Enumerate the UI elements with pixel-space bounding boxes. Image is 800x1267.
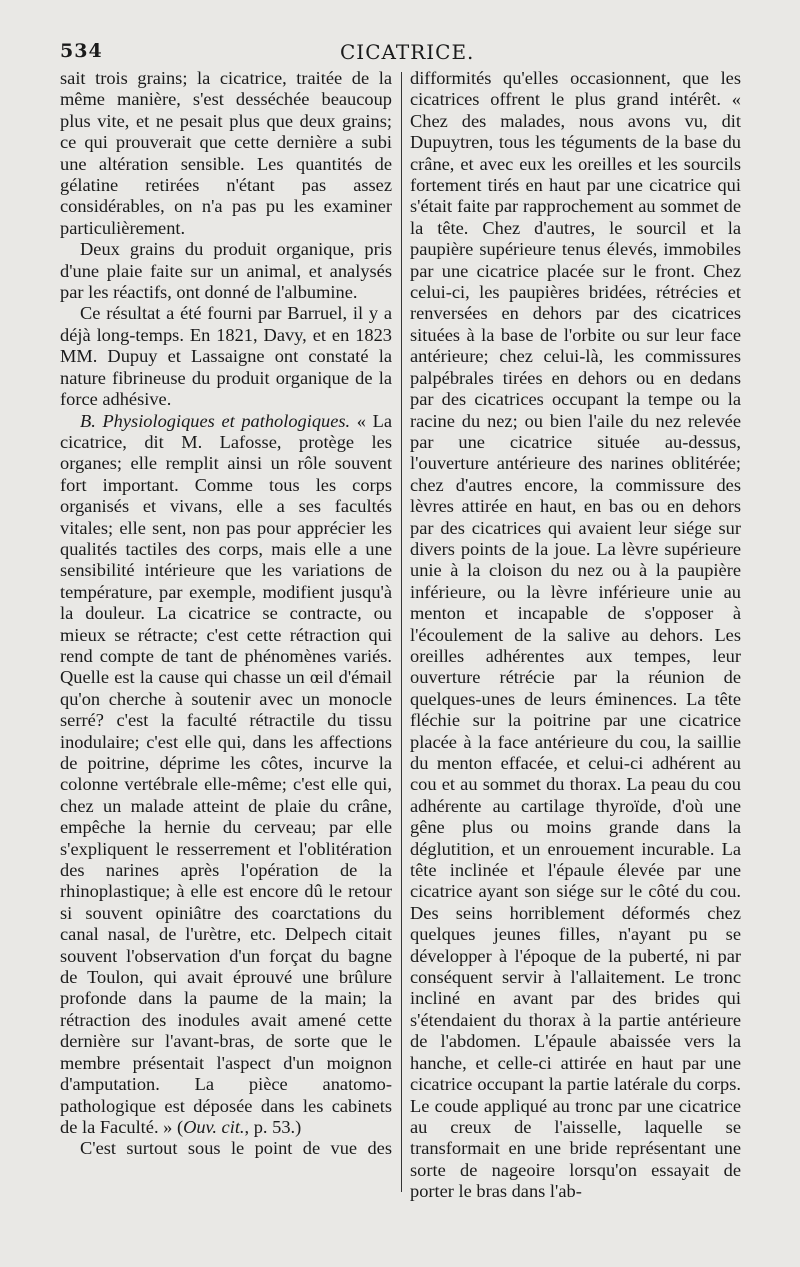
- paragraph: Deux grains du produit organique, pris d'une plaie faite sur un animal, et analysés par les réactifs, ont donné de l'albumine.: [60, 239, 392, 303]
- paragraph: sait trois grains; la cicatrice, traitée de la même manière, s'est desséchée beaucoup plus vite, et ne pesait plus que deux grains; ce qui prouverait que cette dernière a subi une altération sensible. Les quantités de gélatine retirées n'étant pas assez considérables, on n'a pas pu les examiner particulièrement.: [60, 68, 392, 238]
- paragraph: C'est surtout sous le point de vue des: [80, 1138, 392, 1159]
- left-column: [60, 68, 392, 1160]
- column-divider: [401, 72, 402, 1192]
- section-heading: B. Physiologiques et pathologiques.: [80, 410, 351, 431]
- quotation: « La cicatrice, dit M. Lafosse, protège les organes; elle remplit ainsi un rôle souvent fort important. Comme tous les corps organisés et vivans, elle a ses facultés vitales; elle sent, non pas pour apprécier les qualités tactiles des corps, mais elle a une sensibilité intérieure que les variations de température, par exemple, modifient jusqu'à la douleur. La cicatrice se contracte, ou mieux se rétracte; c'est cette rétraction qui rend compte de tant de phénomènes variés. Quelle est la cause qui chasse un œil d'émail qu'on cherche à soutenir avec un monocle serré? c'est la faculté rétractile du tissu inodulaire; c'est elle qui, dans les affections de poitrine, déprime les côtes, incurve la colonne vertébrale elle-même; c'est elle qui, chez un malade atteint de plaie du crâne, empêche la hernie du cerveau; par elle s'expliquent le resserrement et l'oblitération des narines après l'opération de la rhinoplastique; à elle est encore dû le retour si souvent opiniâtre des coarctations du canal nasal, de l'urètre, etc. Delpech citait souvent l'observation d'un forçat du bagne de Toulon, qui avait éprouvé une brûlure profonde dans la paume de la main; la rétraction des inodules avait amené cette dernière sur l'avant-bras, de sorte que le membre présentait l'aspect d'un moignon d'amputation. La pièce anatomo-pathologique est déposée dans les cabinets de la Faculté. » (: [60, 410, 392, 1137]
- citation: Ouv. cit.: [183, 1116, 245, 1137]
- section-paragraph: [60, 411, 392, 1139]
- running-title: CICATRICE.: [340, 40, 475, 64]
- right-column: [410, 68, 741, 1203]
- paragraph: Ce résultat a été fourni par Barruel, il y a déjà long-temps. En 1821, Davy, et en 1823 MM. Dupuy et Lassaigne ont constaté la nature fibrineuse du produit organique de la force adhésive.: [60, 303, 392, 410]
- paragraph: difformités qu'elles occasionnent, que les cicatrices offrent le plus grand intérêt. « Chez des malades, nous avons vu, dit Dupuytren, tous les téguments de la base du crâne, et avec eux les oreilles et les sourcils fortement tirés en haut par une cicatrice qui s'était faite par rapprochement au sommet de la tête. Chez d'autres, le sourcil et la paupière supérieure tenus élevés, immobiles par une cicatrice placée sur le front. Chez celui-ci, les paupières bridées, rétrécies et renversées en dehors par des cicatrices situées à la base de l'orbite ou sur leur face antérieure; chez celui-là, les commissures palpébrales tirées en dehors ou en dedans par des cicatrices occupant la tempe ou la racine du nez; ou bien l'aile du nez relevée par une cicatrice située au-dessus, l'ouverture antérieure des narines oblitérée; chez d'autres encore, la commissure des lèvres attirée en haut, en bas ou en dehors par des cicatrices qui avaient leur siége sur divers points de la joue. La lèvre supérieure unie à la cloison du nez ou à la paupière inférieure, ou la lèvre inférieure unie au menton et incapable de s'opposer à l'écoulement de la salive au dehors. Les oreilles adhérentes aux tempes, leur ouverture rétrécie par la réunion de quelques-unes de leurs éminences. La tête fléchie sur la poitrine par une cicatrice placée à la face antérieure du cou, la saillie du menton effacée, et celui-ci adhérent au cou et au sommet du thorax. La peau du cou adhérente au cartilage thyroïde, d'où une gêne plus ou moins grande dans la déglutition, et un enrouement incurable. La tête inclinée et l'épaule élevée par une cicatrice ayant son siége sur le côté du cou. Des seins horriblement déformés chez quelques jeunes filles, n'ayant pu se développer à l'époque de la puberté, ni par conséquent servir à l'allaitement. Le tronc incliné en avant par des brides qui s'étendaient du thorax à la partie antérieure de l'abdomen. L'épaule abaissée vers la hanche, et celle-ci attirée en haut par une cicatrice occupant la partie latérale du corps. Le coude appliqué au tronc par une cicatrice au creux de l'aisselle, laquelle se transformait en une bride représentant une sorte de nageoire lorsqu'on essayait de porter le bras dans l'ab-: [410, 68, 741, 1202]
- page-header: [60, 40, 740, 70]
- page-number: 534: [60, 40, 103, 62]
- citation-page: , p. 53.): [244, 1116, 302, 1137]
